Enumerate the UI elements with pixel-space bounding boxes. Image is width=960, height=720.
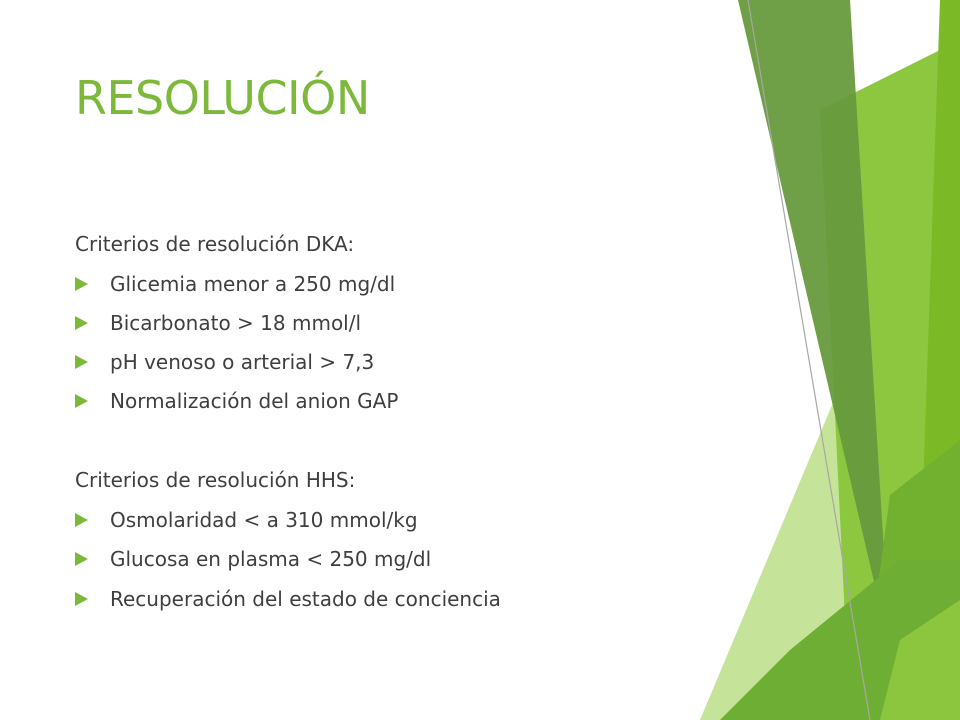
list-item-text: Recuperación del estado de conciencia <box>110 587 501 611</box>
list-item <box>75 586 501 612</box>
list-item-text: Glicemia menor a 250 mg/dl <box>110 272 396 296</box>
list-item <box>75 349 374 375</box>
arrow-bullet-icon <box>75 513 88 527</box>
slide-title: RESOLUCIÓN <box>75 71 370 125</box>
list-item-text: pH venoso o arterial > 7,3 <box>110 350 375 374</box>
list-item-text: Normalización del anion GAP <box>110 389 399 413</box>
list-item <box>75 271 395 297</box>
list-item <box>75 310 361 336</box>
arrow-bullet-icon <box>75 316 88 330</box>
list-item-text: Glucosa en plasma < 250 mg/dl <box>110 547 432 571</box>
arrow-bullet-icon <box>75 394 88 408</box>
section-heading-dka: Criterios de resolución DKA: <box>75 232 355 256</box>
arrow-bullet-icon <box>75 355 88 369</box>
list-item-text: Osmolaridad < a 310 mmol/kg <box>110 508 418 532</box>
list-item <box>75 507 418 533</box>
arrow-bullet-icon <box>75 552 88 566</box>
arrow-bullet-icon <box>75 277 88 291</box>
list-item <box>75 388 398 414</box>
list-item <box>75 546 431 572</box>
section-heading-hhs: Criterios de resolución HHS: <box>75 468 356 492</box>
list-item-text: Bicarbonato > 18 mmol/l <box>110 311 362 335</box>
arrow-bullet-icon <box>75 592 88 606</box>
